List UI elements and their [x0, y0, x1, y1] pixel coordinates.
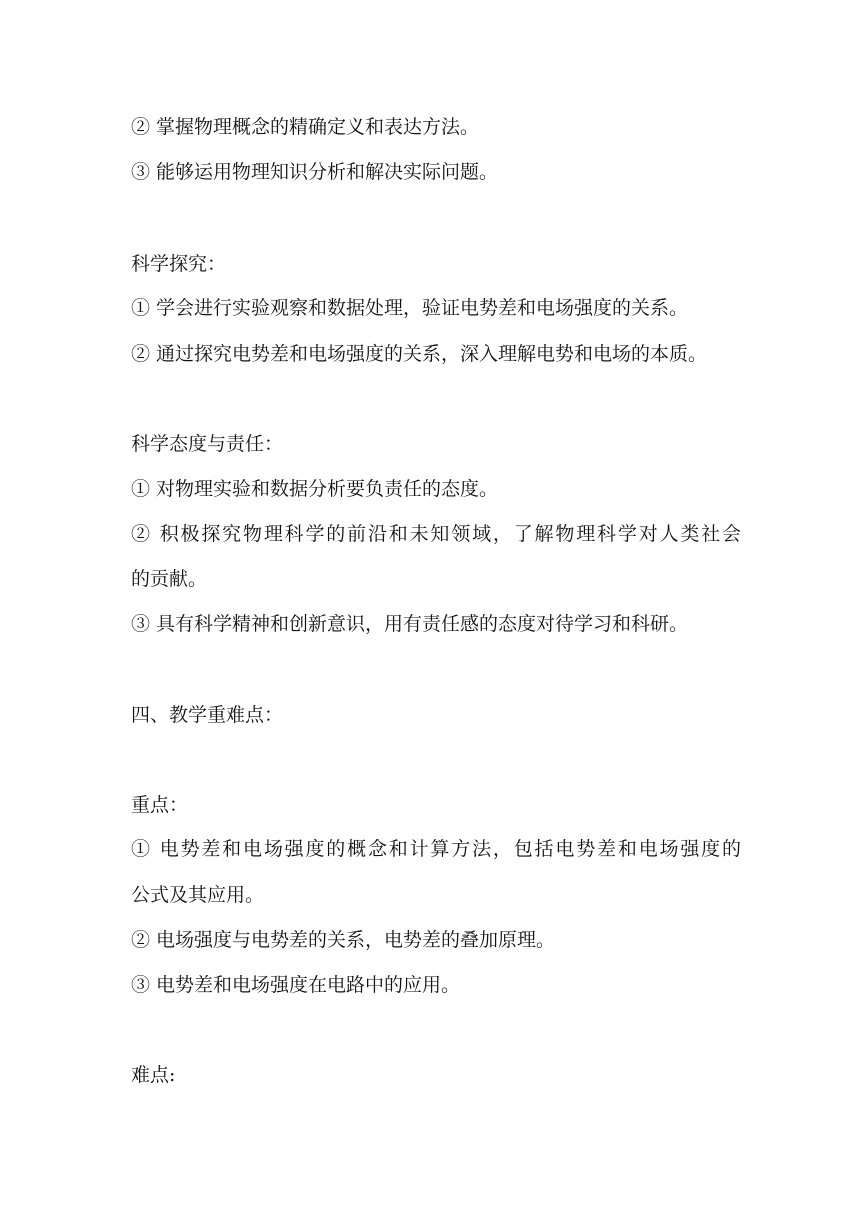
key-points-item-1-line-1: ① 电势差和电场强度的概念和计算方法，包括电势差和电场强度的	[131, 838, 741, 860]
section-four-heading: 四、教学重难点：	[131, 704, 284, 726]
scientific-inquiry-item-1: ① 学会进行实验观察和数据处理，验证电势差和电场强度的关系。	[131, 297, 689, 319]
attitude-responsibility-item-1: ① 对物理实验和数据分析要负责任的态度。	[131, 478, 499, 500]
key-points-item-3: ③ 电势差和电场强度在电路中的应用。	[131, 974, 461, 996]
scientific-inquiry-item-2: ② 通过探究电势差和电场强度的关系，深入理解电势和电场的本质。	[131, 343, 708, 365]
attitude-responsibility-item-2-line-2: 的贡献。	[131, 568, 208, 590]
key-points-heading: 重点：	[131, 794, 189, 816]
core-literacy-item-3: ③ 能够运用物理知识分析和解决实际问题。	[131, 161, 499, 183]
attitude-responsibility-heading: 科学态度与责任：	[131, 433, 284, 455]
key-points-item-1-line-2: 公式及其应用。	[131, 884, 265, 906]
attitude-responsibility-item-2-line-1: ② 积极探究物理科学的前沿和未知领域，了解物理科学对人类社会	[131, 523, 741, 545]
difficult-points-heading: 难点:	[131, 1064, 176, 1086]
key-points-item-2: ② 电场强度与电势差的关系，电势差的叠加原理。	[131, 929, 556, 951]
core-literacy-item-2: ② 掌握物理概念的精确定义和表达方法。	[131, 116, 480, 138]
attitude-responsibility-item-3: ③ 具有科学精神和创新意识，用有责任感的态度对待学习和科研。	[131, 613, 689, 635]
scientific-inquiry-heading: 科学探究：	[131, 253, 227, 275]
